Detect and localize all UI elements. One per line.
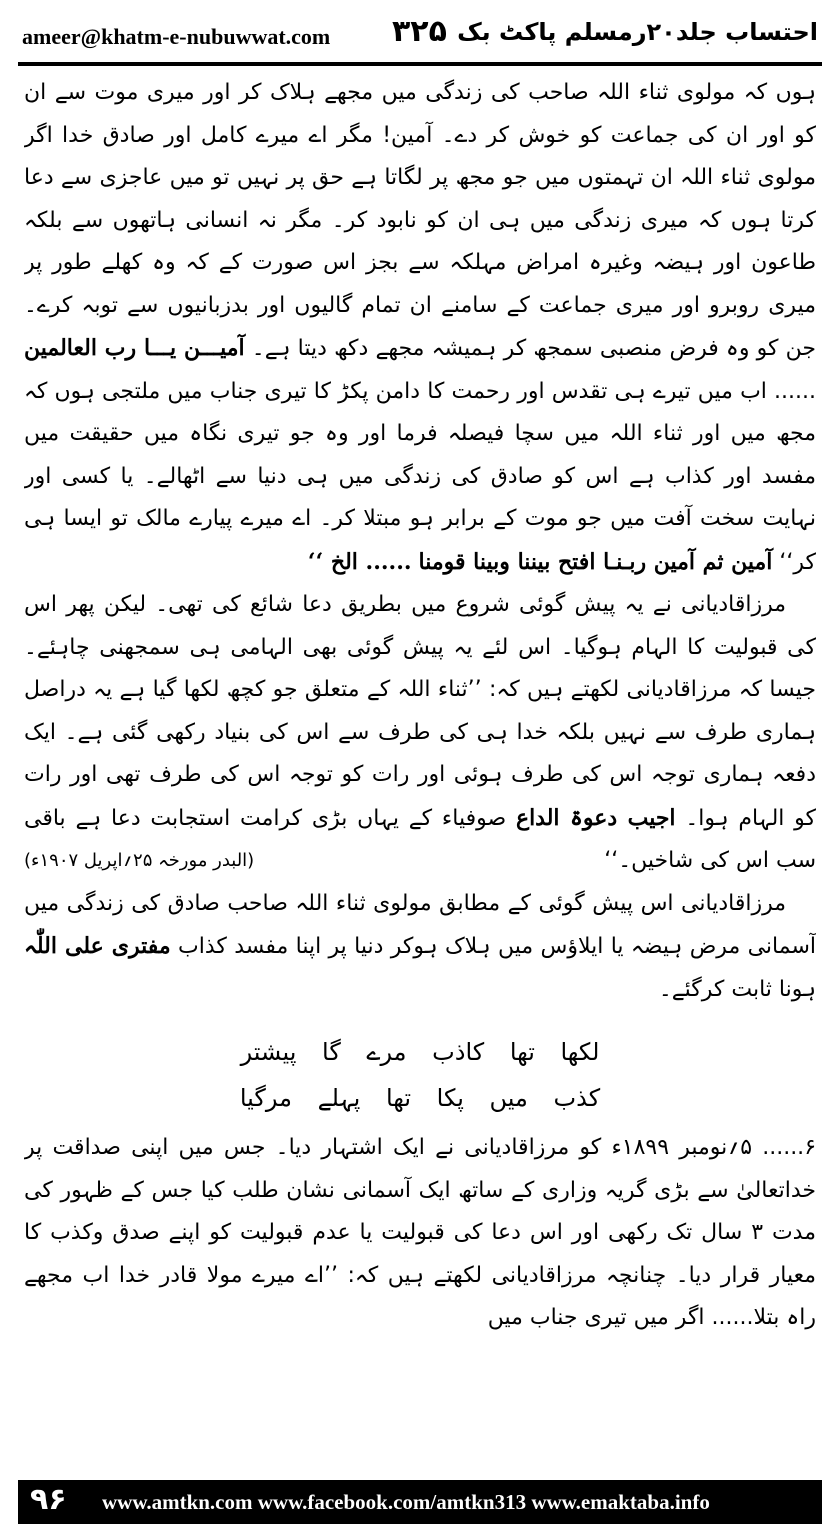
paragraph-1-text: ہوں کہ مولوی ثناء اللہ صاحب کی زندگی میں مجھے ہلاک کر اور میری موت سے ان کو اور ان کی جماعت کو خوش کر دے۔ آمین! مگر اے میرے کامل اور صادق خدا اگر مولوی ثناء اللہ ان تہمتوں میں جو مجھ پر لگاتا ہے حق پر نہیں تو میں عاجزی سے دعا کرتا ہوں کہ میری زندگی میں ہی ان کو نابود کر۔ مگر نہ انسانی ہاتھوں سے بلکہ طاعون اور ہیضہ وغیرہ امراض مہلکہ سے بجز اس صورت کے کہ وہ کھلے طور پر میری روبرو اور میری جماعت کے سامنے ان تمام گالیوں اور بدزبانیوں سے توبہ کرے۔ جن کو وہ فرض منصبی سمجھ کر ہمیشہ مجھے دکھ دیتا ہے۔	[24, 80, 816, 361]
paragraph-3-arabic: مفتری علی اللّٰہ	[24, 933, 171, 959]
header-book-title: احتساب جلد۲۰رمسلم پاکٹ بک	[457, 18, 818, 46]
footer-links[interactable]: www.amtkn.com www.facebook.com/amtkn313 www.emaktaba.info	[102, 1490, 710, 1514]
paragraph-2-text-b: صوفیاء کے یہاں بڑی کرامت استجابت دعا ہے باقی سب اس کی شاخیں۔‘‘	[24, 805, 816, 873]
paragraph-1-end: ...... الخ ‘‘	[307, 548, 412, 575]
citation: (البدر مورخہ ۲۵؍اپریل ۱۹۰۷ء)	[24, 850, 255, 871]
paragraph-1-text-b: ...... اب میں تیرے ہی تقدس اور رحمت کا دامن پکڑ کا تیری جناب میں ملتجی ہوں کہ مجھ میں اور ثناء اللہ میں سچا فیصلہ فرما اور وہ جو تیری نگاہ میں حقیقت میں مفسد اور کذاب ہے اس کو صادق کی زندگی میں ہی دنیا سے اٹھالے۔ یا کسی اور نہایت سخت آفت میں جو موت کے برابر ہو مبتلا کر۔ اے میرے پیارے مالک تو ایسا ہی کر‘‘	[24, 378, 816, 575]
paragraph-1-arabic-ameen: آمیـــن یـــا رب العالمین	[24, 335, 245, 361]
paragraph-4	[24, 1127, 816, 1340]
paragraph-2	[24, 584, 816, 883]
paragraph-4-text: ۶...... ۵؍نومبر ۱۸۹۹ء کو مرزاقادیانی نے ایک اشتہار دیا۔ جس میں اپنی صداقت پر خداتعالیٰ سے بڑی گریہ وزاری کے ساتھ ایک آسمانی نشان طلب کیا جس کے ظہور کی مدت ۳ سال تک رکھی اور اس دعا کی قبولیت یا عدم قبولیت کو اپنے صدق وکذب کا معیار قرار دیا۔ چنانچہ مرزاقادیانی لکھتے ہیں کہ: ’’اے میرے مولا قادر خدا اب مجھے راہ بتلا...... اگر میں تیری جناب میں	[24, 1135, 816, 1330]
page-footer	[18, 1480, 822, 1524]
header-email[interactable]: ameer@khatm-e-nubuwwat.com	[22, 24, 331, 49]
page-header	[22, 14, 818, 60]
paragraph-2-text: مرزاقادیانی نے یہ پیش گوئی شروع میں بطریق دعا شائع کی تھی۔ لیکن پھر اس کی قبولیت کا الہام ہوگیا۔ اس لئے یہ پیش گوئی بھی الہامی ہی سمجھنی چاہئے۔ جیسا کہ مرزاقادیانی لکھتے ہیں کہ: ’’ثناء اللہ کے متعلق جو کچھ لکھا گیا ہے یہ دراصل ہماری طرف سے نہیں بلکہ خدا ہی کی طرف سے اس کی بنیاد رکھی گئی ہے۔ ایک دفعہ ہماری توجہ اس کی طرف ہوئی اور رات کو توجہ اس کی طرف تھی اور رات کو الہام ہوا۔	[24, 592, 816, 831]
poem	[24, 1029, 816, 1121]
footer-page-number: ۹۶	[30, 1482, 67, 1517]
paragraph-2-arabic: اجیب دعوۃ الداع	[515, 804, 676, 831]
paragraph-1	[24, 72, 816, 584]
poem-line-2: کذب میں پکا تھا پہلے مرگیا	[239, 1084, 601, 1112]
header-page-number: ۳۲۵	[392, 14, 447, 49]
paragraph-3	[24, 883, 816, 1012]
page-body	[24, 72, 816, 1470]
poem-line-1: لکھا تھا کاذب مرے گا پیشتر	[240, 1038, 600, 1066]
paragraph-3-text-b: ہونا ثابت کرگئے۔	[658, 976, 816, 1002]
paragraph-1-arabic-dua: آمین ثم آمین ربـنـا افتح بیننا وبینا قومنا	[418, 548, 773, 575]
paragraph-3-text: مرزاقادیانی اس پیش گوئی کے مطابق مولوی ثناء اللہ صاحب صادق کی زندگی میں آسمانی مرض ہیضہ یا ایلاؤس میں ہلاک ہوکر دنیا پر اپنا مفسد کذاب	[24, 890, 816, 959]
header-rule	[18, 62, 822, 66]
